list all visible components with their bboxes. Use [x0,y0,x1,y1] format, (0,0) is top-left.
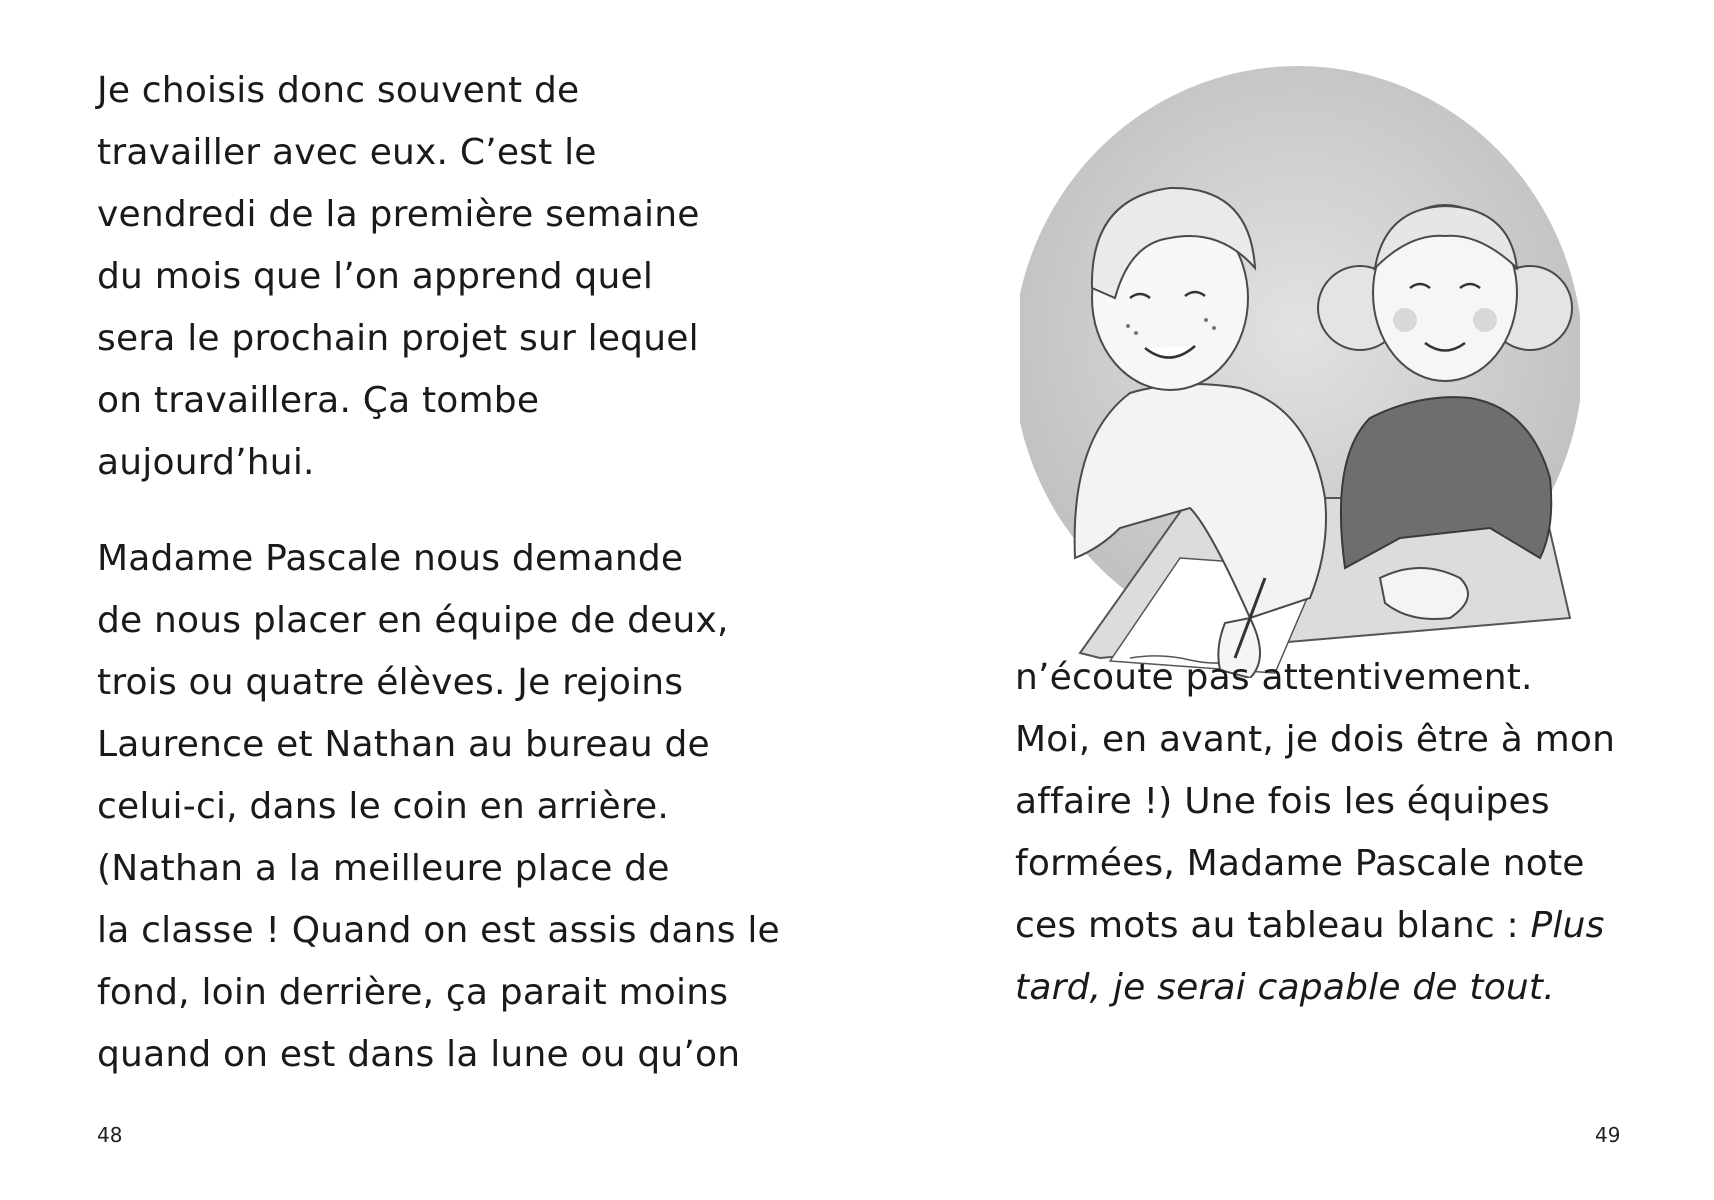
text-line: sera le prochain projet sur lequel [97,318,699,359]
text-line: on travaillera. Ça tombe [97,380,540,421]
text-line: fond, loin derrière, ça parait moins [97,972,729,1013]
text-line: Madame Pascale nous demande [97,538,684,579]
text-line: trois ou quatre élèves. Je rejoins [97,662,684,703]
text-line: (Nathan a la meilleure place de [97,848,670,889]
text-line: formées, Madame Pascale note [1015,843,1585,884]
text-line: aujourd’hui. [97,442,315,483]
text-line: la classe ! Quand on est assis dans le [97,910,780,951]
text-line: celui-ci, dans le coin en arrière. [97,786,670,827]
text-line: Laurence et Nathan au bureau de [97,724,710,765]
text-line: Je choisis donc souvent de [97,70,580,111]
two-children-at-desk-illustration [1020,58,1580,678]
text-line: vendredi de la première semaine [97,194,700,235]
text-line: n’écoute pas attentivement. [1015,657,1533,698]
text-line: quand on est dans la lune ou qu’on [97,1034,741,1075]
text-line: Moi, en avant, je dois être à mon [1015,719,1616,760]
text-line: affaire !) Une fois les équipes [1015,781,1550,822]
page-number-right: 49 [1595,1123,1621,1147]
text-line-with-italic [1015,895,1605,957]
page-number-left: 48 [97,1123,123,1147]
text-segment: ces mots au tableau blanc : [1015,905,1531,946]
right-page [857,0,1714,1200]
italic-text-line: tard, je serai capable de tout. [1015,967,1555,1008]
text-line: du mois que l’on apprend quel [97,256,654,297]
italic-segment: Plus [1530,905,1605,946]
text-line: de nous placer en équipe de deux, [97,600,729,641]
text-line: travailler avec eux. C’est le [97,132,597,173]
